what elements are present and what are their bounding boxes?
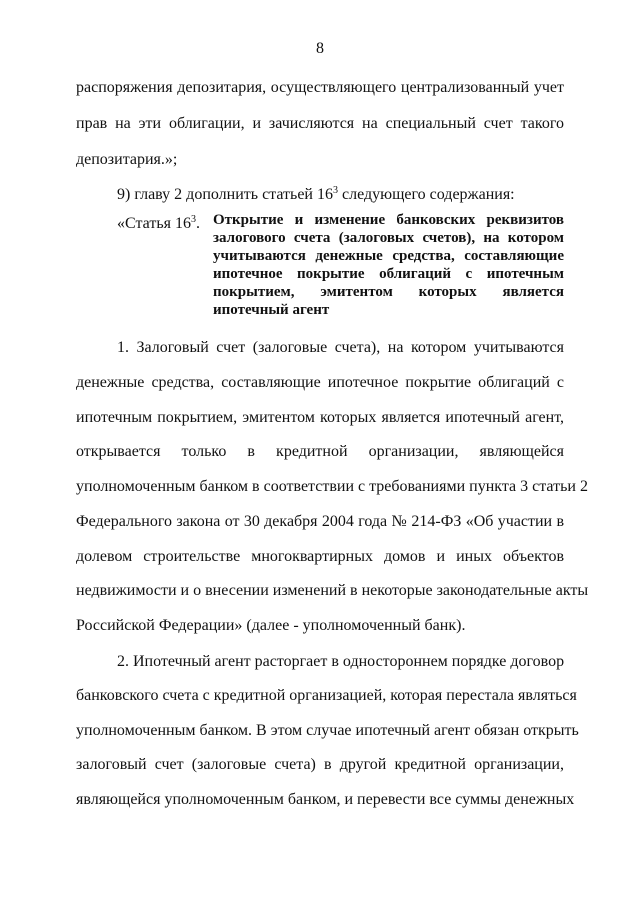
article-title-line: ипотечное покрытие облигаций с ипотечным [213, 266, 564, 282]
intro-line: депозитария.»; [76, 151, 178, 168]
article-title-line: ипотечный агент [213, 302, 330, 318]
article-title-line: учитываются денежные средства, составляющие [213, 248, 564, 264]
article-title-line: залогового счета (залоговых счетов), на котором [213, 230, 564, 246]
paragraph-1-line: недвижимости и о внесении изменений в некоторые законодательные акты [76, 582, 589, 599]
article-label-suffix: . [195, 215, 200, 232]
paragraph-1-line: ипотечным покрытием, эмитентом которых является ипотечный агент, [76, 409, 564, 426]
item-9-text-end: следующего содержания: [338, 186, 515, 203]
paragraph-2-line: 2. Ипотечный агент расторгает в одностороннем порядке договор [117, 653, 565, 670]
item-9-text: 9) главу 2 дополнить статьей 16 [117, 186, 333, 203]
article-title-line: покрытием, эмитентом которых является [213, 284, 564, 300]
item-9-line [117, 185, 564, 205]
paragraph-2-line: являющейся уполномоченным банком, и перевести все суммы денежных [76, 791, 575, 808]
paragraph-1-line: Федерального закона от 30 декабря 2004 года № 214-ФЗ «Об участии в [76, 513, 564, 530]
paragraph-1-line: долевом строительстве многоквартирных домов и иных объектов [76, 548, 564, 565]
article-label [117, 210, 200, 234]
paragraph-1-line: уполномоченным банком в соответствии с требованиями пункта 3 статьи 2 [76, 478, 588, 495]
paragraph-1-line: 1. Залоговый счет (залоговые счета), на котором учитываются [117, 339, 564, 356]
paragraph-2-line: банковского счета с кредитной организацией, которая перестала являться [76, 687, 577, 704]
paragraph-1-line: Российской Федерации» (далее - уполномоченный банк). [76, 617, 466, 634]
intro-line: распоряжения депозитария, осуществляющего централизованный учет [76, 79, 564, 96]
article-label-prefix: «Статья 16 [117, 215, 191, 232]
article-label-superscript: 3 [190, 214, 196, 225]
paragraph-2-line: уполномоченным банком. В этом случае ипотечный агент обязан открыть [76, 722, 579, 739]
intro-line: прав на эти облигации, и зачисляются на специальный счет такого [76, 115, 564, 132]
paragraph-1-line: денежные средства, составляющие ипотечное покрытие облигаций с [76, 374, 564, 391]
page-number: 8 [316, 40, 324, 57]
paragraph-2-line: залоговый счет (залоговые счета) в другой кредитной организации, [76, 756, 564, 773]
paragraph-1-line: открывается только в кредитной организации, являющейся [76, 443, 564, 460]
article-title-line: Открытие и изменение банковских реквизитов [213, 212, 564, 228]
item-9-superscript: 3 [333, 185, 338, 196]
